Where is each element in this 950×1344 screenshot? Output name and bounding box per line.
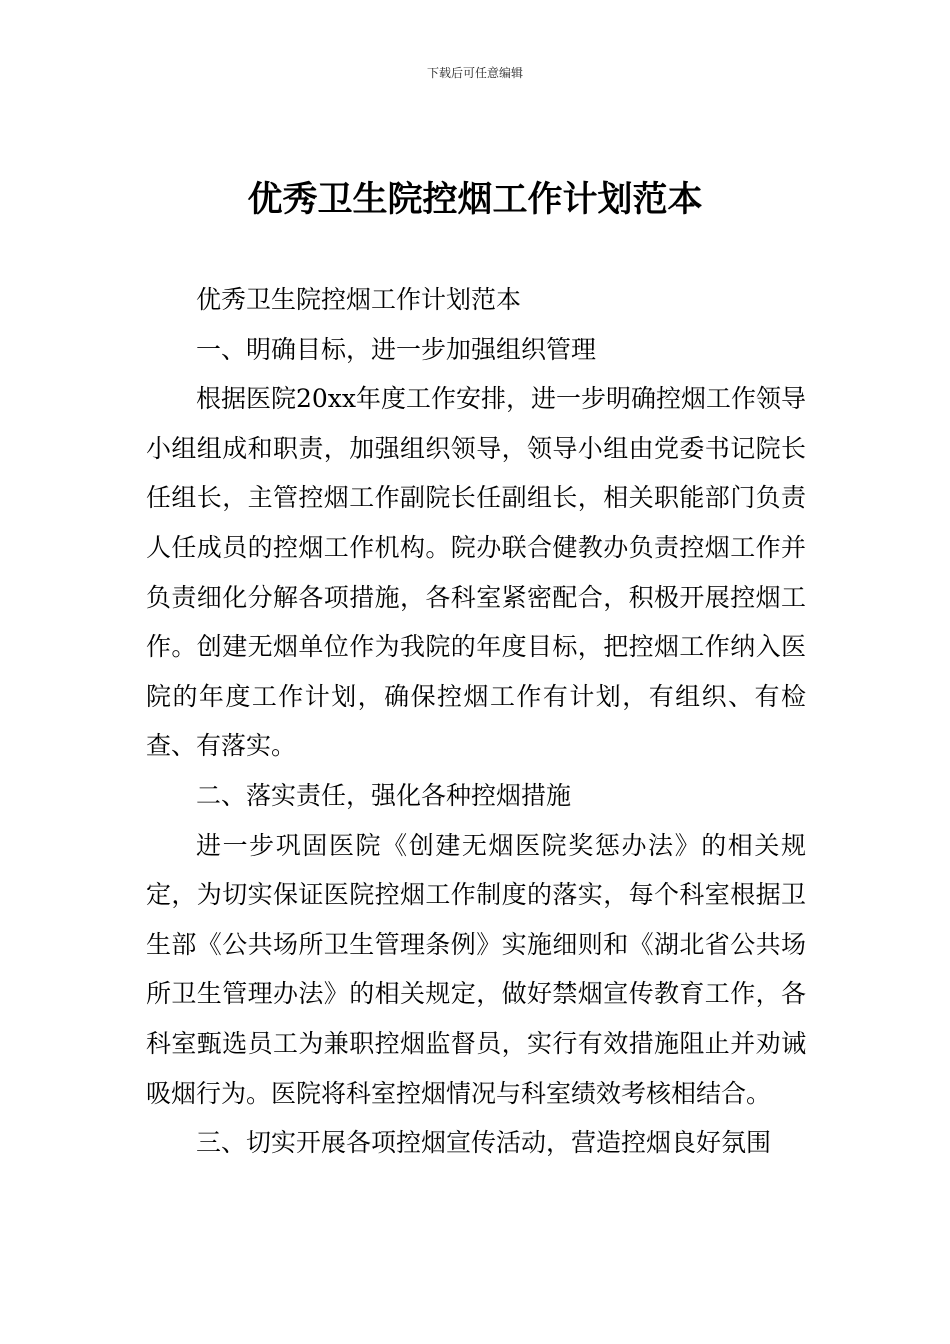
header-note: 下载后可任意编辑 [426, 66, 523, 80]
document-title: 优秀卫生院控烟工作计划范本 [247, 180, 703, 220]
section-heading-2: 二、落实责任，强化各种控烟措施 [196, 780, 572, 810]
paragraph-section-2: 进一步巩固医院《创建无烟医院奖惩办法》的相关规定，为切实保证医院控烟工作制度的落实，每个科室根据卫生部《公共场所卫生管理条例》实施细则和《湖北省公共场所卫生管理办法》的相关规定，做好禁烟宣传教育工作，各科室甄选员工为兼职控烟监督员，实行有效措施阻止并劝诫吸烟行为。医院将科室控烟情况与科室绩效考核相结合。 [146, 830, 806, 1108]
section-heading-3: 三、切实开展各项控烟宣传活动，营造控烟良好氛围 [196, 1128, 772, 1158]
paragraph-subtitle: 优秀卫生院控烟工作计划范本 [196, 285, 522, 314]
paragraph-section-1: 根据医院20xx年度工作安排，进一步明确控烟工作领导小组组成和职责，加强组织领导，领导小组由党委书记院长任组长，主管控烟工作副院长任副组长，相关职能部门负责人任成员的控烟工作机构。院办联合健教办负责控烟工作并负责细化分解各项措施，各科室紧密配合，积极开展控烟工作。创建无烟单位作为我院的年度目标，把控烟工作纳入医院的年度工作计划，确保控烟工作有计划，有组织、有检查、有落实。 [146, 384, 807, 761]
section-heading-1: 一、明确目标，进一步加强组织管理 [196, 334, 597, 364]
document-body [146, 275, 806, 1168]
